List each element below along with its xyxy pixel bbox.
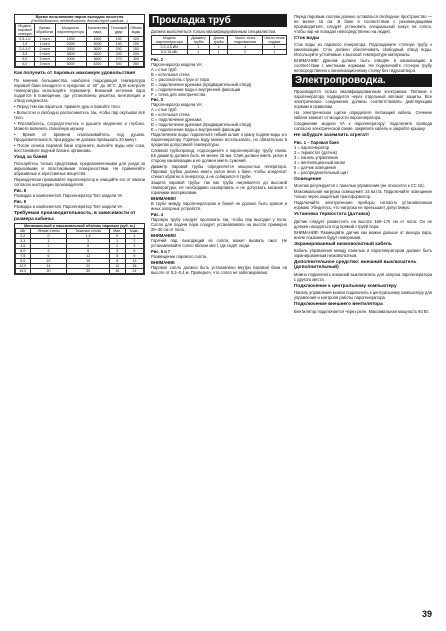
table-cell: 1,5 [16,42,35,47]
page-number: 39 [421,609,432,619]
table-cell: 3600 [86,57,109,62]
paragraph: Датчик следует разместить на высоте 160–170 см от пола. Он не должен находиться под прямой струёй пара. [294,218,432,229]
figure-label: Рис. 1 – Паровая баня [294,139,339,145]
table-cell: 8 [67,249,109,254]
table-cell: 1 [30,239,67,244]
table-cell: 3000 [86,47,109,52]
list-item: D = подключение дренажа (предварительный отвод) [151,122,252,127]
paragraph: • После сеанса паровой бани отдохните, выпейте воды или сока, восстановите водный баланс организма. [14,142,145,153]
table-cell: 3500 [55,52,86,57]
list-item: C = подключение дренажа [151,117,202,122]
table-header: Тепловой удар [109,24,129,37]
table-header: Модель парогенератора [152,36,188,45]
table-cell: 3000 [55,47,86,52]
column-middle [151,14,287,276]
table-cell: 10 [30,259,67,264]
paragraph: Подключайте электрические приборы согласно установленным нормам. Убедитесь, что нагрузка не превышает допустимую. [294,200,432,211]
table-cell: 270 [109,57,129,62]
paragraph: Вентилятор подключается через реле. Максимальная мощность 60 Вт. [294,308,430,314]
warning-text: В трубе между парогенератором и баней не должно быть кранов и иных запорных устройств. [151,201,287,211]
table-cell: 1 [125,234,143,239]
steam-time-table-box [14,14,145,68]
paragraph: Подключение воды: подключите гибкий шланг к крану подачи воды и к парогенератору. Горячую воду можно использовать, но обязательно в пределах допустимой температуры. [151,132,287,147]
table-cell: 3,5 [16,52,35,57]
paragraph: Кабель управления между панелью и парогенератором должен быть экранированным низковольтным. [294,248,432,259]
table-cell: 2 [228,50,262,55]
table-cell: 16 [109,269,125,274]
pipe-table [151,35,287,55]
table-cell: 300 [109,62,129,67]
table-cell: 350 [128,62,143,67]
table-cell: 5 [67,244,109,249]
section-heading: Подключение к центральному компьютеру [294,283,397,289]
table-header: Мощность парогенератора [55,24,86,37]
figure-label: Рис. 4 [151,212,164,217]
table-cell: 2 [30,244,67,249]
paragraph: Панель управления можно подключить к центральному компьютеру для управления и контроля работы парогенератора. [294,290,432,301]
figure-legend-list [294,145,432,175]
table-cell: 1 [262,45,286,50]
figure-label: Рис. 5 и 7 [151,249,171,254]
table-header: Длина трубы [210,36,228,45]
paragraph: По мнению большинства, наиболее подходящая температура паровой бани находится в пределах от 40° до 45°С. Для контроля температуры используйте термометр. Внешний источник пара подаётся в помещение, где установлены решётки, вентиляция и отвод конденсата. [14,77,145,103]
section-heading: Уход за баней [14,154,48,160]
list-item: D = подключение дренажа (предварительный отвод) [151,82,252,87]
paragraph: • Расслабьтесь, сосредоточьтесь и дышите медленно и глубоко. Можете включить спокойную музыку. [14,120,145,131]
table-cell: 5,0 [16,57,35,62]
list-item: C = рассекатель струи от пара [151,77,210,82]
table-header: Число точек подключения [228,36,262,45]
table-header: Мин. [109,229,125,234]
table-cell: 150 [128,47,143,52]
figure-label: Рис. 3 [151,97,164,102]
table-cell: 1,5 [67,234,109,239]
table-cell: 1 погл [34,42,55,47]
table-cell: 20 [30,269,67,274]
table-cell: 13 [125,259,143,264]
warning-text: Паровое сопло должно быть установлено внутри паровой бани на высоте от 0,2–0,4 м. Проверьте, что сопло не заблокировано. [151,265,287,275]
table-cell: 1 погл [34,37,55,42]
table-caption: Минимальный и максимальный объёмы паровых (куб. м.) [23,224,135,229]
table-cell: 1 [210,45,228,50]
steam-time-table [15,23,144,67]
table-cell: 4,5 [16,244,31,249]
list-item: E = подключение воды к внутренней фиксации [151,127,241,132]
capacity-table [15,228,144,274]
list-item: 5 = датчик освещения [294,164,336,170]
table-row [152,50,287,55]
table-header: Макс. [125,229,143,234]
table-row [16,62,144,67]
table-cell: 4 [125,244,143,249]
list-item: 1 = парогенератор [294,144,330,150]
table-cell: 4200 [86,62,109,67]
list-item: 2 = термостат (датчик) [294,149,337,155]
section-heading: Требуемая производительность, в зависимости от размера кабины: [14,211,136,222]
table-cell: 6,0-15 кВт [152,50,188,55]
section-heading: Не забудьте заземлить агрегат! [294,133,369,139]
list-item: A = стык труб [151,107,177,112]
section-heading: Как получить от паровых максимум удовольствия [14,71,136,77]
table-cell: 3200 [86,52,109,57]
paragraph: Можно подключить внешний выключатель для запуска парогенератора с другого места. [294,271,432,282]
table-cell: 3,3 [16,239,31,244]
table-cell: 0 [109,234,125,239]
section-heading: Подключение внешнего вентилятора [294,302,383,308]
paragraph: На электрическом щитке определите питающий кабель. Сечение кабеля зависит от мощности парогенератора. [294,110,432,121]
table-cell: 30 [67,269,109,274]
table-cell: 15,0 [16,269,31,274]
list-item: B = котельная стена [151,72,190,77]
table-cell: 2 [125,239,143,244]
capacity-table-box [14,223,145,275]
paragraph: Должна выполняться только квалифицированным специалистом. [151,29,277,34]
section-banner-electrical: Электропроводка. [292,74,432,87]
figure-label: Рис. 9 [14,199,27,205]
table-cell: 0 [30,234,67,239]
table-header: Легкие стены [30,229,67,234]
figure-legend-list [151,67,287,97]
list-item: E = подключение воды к внутренней фиксации [151,87,241,92]
list-item: F = точка для электричества [151,92,206,97]
section-heading: Экранированный низковольтный кабель [294,241,392,247]
table-subtitle: (Необходимость необходимость долива перед каждым…) [31,19,128,24]
table-cell: 6,0 [16,62,35,67]
list-item: A = стык труб [151,67,177,72]
table-cell: 2000 [86,42,109,47]
figure-caption: Паровую трубу следует проложить так, чтобы пар выходил у пола. Сопло для подачи пара следует устанавливать на высоте примерно 20–30 см от пола. [151,217,287,232]
paragraph: Сток воды из парового генератора. Подсоедините сточную трубу к канализации. Сток должен обеспечивать свободный отвод воды. Используйте устойчивые к высокой температуре материалы. [294,42,432,58]
table-cell: 12,0 [16,264,31,269]
table-cell: 3 [30,249,67,254]
figure-caption: Разводка и компонентов: Парогенератор Тип: модели VA [14,204,123,210]
table-cell: 2,2 [16,234,31,239]
figure-caption: Размещение парового сопла. [151,254,208,259]
section-heading: Дополнительное средство: внешний выключатель (дополнительный) [294,260,417,271]
table-header: Тяжелые стены [67,229,109,234]
table-cell: 9 [125,254,143,259]
table-header: Объем воды [128,24,143,37]
table-cell: 200 [128,52,143,57]
table-header: кВт [16,229,31,234]
table-cell: 1 [262,50,286,55]
list-item: 3 = панель управления [294,154,338,160]
figure-legend-list [151,107,287,132]
table-cell: 3 погл [34,57,55,62]
table-cell: 200 [109,47,129,52]
table-cell: 5 [109,254,125,259]
paragraph: Диаметр паровой трубы определяется мощностью генератора. Паровая трубка должна иметь уклон вниз к бане, чтобы конденсат стекал обратно в генератор, а не собирался в трубе. [151,164,287,179]
table-cell: 240 [109,52,129,57]
table-cell: 6 [30,254,67,259]
table-cell: 3 погл [34,62,55,67]
figure-subtitle: Парогенератор модели VA: [151,102,203,107]
table-cell: 6,0 [16,249,31,254]
list-item: B = котельная стена [151,112,190,117]
table-cell: 140 [109,42,129,47]
table-cell: 2,0-3,0 [16,47,35,52]
section-heading: Освещение [294,176,322,182]
table-cell: 12 [67,254,109,259]
table-cell: 8 [109,259,125,264]
warning-label: ВНИМАНИЕ! [151,196,177,201]
table-header: Время обработки [34,24,55,37]
table-cell: 4000 [55,57,86,62]
column-left [14,14,145,278]
paragraph: Периодически промывайте парогенератор и очищайте его от накипи согласно инструкции производителя. [14,177,145,188]
paragraph: Сливной трубопровод: подсоедините к парогенератору трубу слива. Её диаметр должен быть не менее 15 мм. Слив должен иметь уклон в сторону канализации и не должен иметь сужений. [151,148,287,163]
table-cell: 1000 [55,37,86,42]
paragraph: Максимальная нагрузка освещения: 24 ватта. Подключайте освещение только через защитный трансформатор. [294,189,432,200]
paragraph: • Вольготно и свободно расположитесь так, чтобы пар окутывал всё тело. [14,109,145,120]
table-header: Диаметр трубы [187,36,209,45]
table-cell: 2000 [55,42,86,47]
table-header: Число точек подачи [264,36,285,44]
section-heading: Сток воды [294,36,320,41]
table-header: Количество пара [86,24,109,37]
table-cell: 1 [228,45,262,50]
section-banner-pipes: Прокладка труб [149,14,287,27]
table-cell: 1 [187,45,209,50]
paragraph: ВНИМАНИЕ! Дренаж должен быть отведён в канализацию в соответствии с местными нормами. Не подключайте сточную трубу непосредственно к канализационному стояку без гидрозатвора. [294,58,432,74]
figure-subtitle: Парогенератор модели VA: [151,62,203,67]
table-header: Модель паровой станции [16,24,35,37]
table-row [16,269,144,274]
table-cell: 12 [109,264,125,269]
table-cell: 0,5-1,0 [16,37,35,42]
table-cell: 7,5 [16,254,31,259]
table-cell: 2 погл [34,52,55,57]
figure-label: Рис. 8 [14,188,27,194]
paragraph: Производится только квалифицированным электриком. Питание к парогенератору подводится через отдельный автомат защиты. Все электрические соединения должны соответствовать действующим нормам и правилам. [294,89,432,110]
list-item: 4 = вентиляционный канал [294,159,346,165]
table-cell: 100 [128,37,143,42]
paragraph: ВНИМАНИЕ! Размещайте датчик как можно дальше от выхода пара, иначе показания будут неверными. [294,229,432,240]
section-heading: Установка термостата (датчика) [294,212,370,218]
table-cell: 1 [109,239,125,244]
list-item: 6 = распределительный щит [294,169,349,175]
table-cell: 5000 [55,62,86,67]
table-cell: 2,2-4,5 кВт [152,45,188,50]
paragraph: Защита паровой трубы: так как труба нагревается до высокой температуры, её необходимо изолировать и не допускать касания с горючими материалами. [151,180,287,195]
warning-text: Горячий пар, выходящий из сопла, может вызвать ожог. Не устанавливайте сопло вблизи мест, где сидят люди. [151,238,287,248]
table-cell: 14 [30,264,67,269]
paragraph: • Перед тем как париться, примите душ и помойте тело. [14,103,121,109]
table-cell: 2 погл [34,47,55,52]
warning-label: ВНИМАНИЕ [151,260,175,265]
table-cell: 2 [109,244,125,249]
paragraph: Перед паровым соплом должно оставаться свободное пространство — не менее 15 см. В бане в соответствии с рекомендациями производителя, следует установить специальный кожух на сопло, чтобы пар не попадал непосредственно на людей. [294,14,432,34]
paragraph: Монтаж регулируется с панелью управления (не относится к CC 15). [294,183,425,189]
table-cell: 9,0 [16,259,31,264]
table-cell: 300 [128,57,143,62]
figure-caption: Разводка и компонентов: Парогенератор Тип: модели VA [14,193,123,199]
table-cell: 3 [109,249,125,254]
figure-label: Рис. 2 [151,57,164,62]
table-cell: 1500 [86,37,109,42]
table-cell: 24 [125,269,143,274]
table-cell: 3 [67,239,109,244]
table-cell: 1 [210,50,228,55]
table-cell: 100 [109,37,129,42]
table-caption: Время пользования паром выходом носителя [35,15,124,19]
table-cell: 22 [67,264,109,269]
table-cell: 150 [128,42,143,47]
table-cell: 18 [125,264,143,269]
paragraph: • Время от времени ополаскивайтесь под душем. Продолжительность процедуры не должна превышать 20 минут. [14,131,145,142]
paragraph: Соединение модели VA к парогенератору: подключите провода согласно электрической схеме, закрепите кабель и закройте крышку. [294,121,432,132]
table-cell: 16 [67,259,109,264]
warning-label: ВНИМАНИЕ! [151,233,177,238]
column-right [294,14,432,315]
paragraph: Пользуйтесь только средствами, предназначенными для ухода за акриловыми и пластиковыми поверхностями. Не применяйте абразивные и агрессивные вещества. [14,161,145,177]
table-cell: 1 [187,50,209,55]
table-cell: 6 [125,249,143,254]
